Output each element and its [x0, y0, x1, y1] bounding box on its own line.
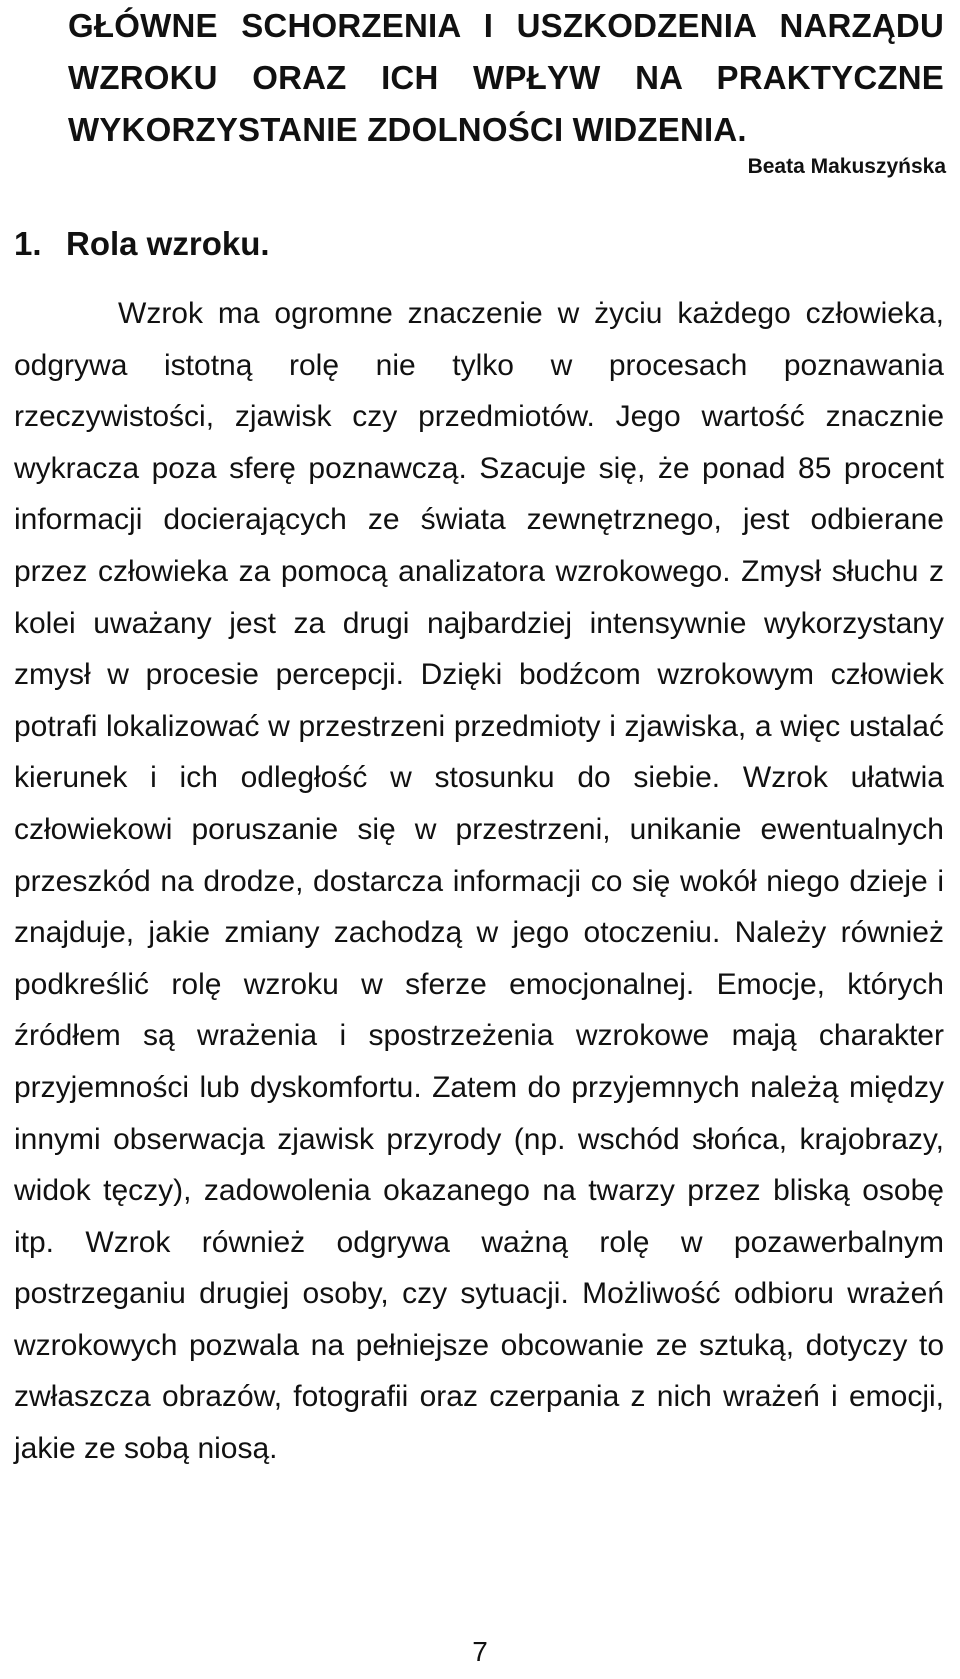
author-name: Beata Makuszyńska — [747, 155, 946, 178]
chapter-title: GŁÓWNE SCHORZENIA I USZKODZENIA NARZĄDU WZROKU ORAZ ICH WPŁYW NA PRAKTYCZNE WYKORZYSTANIE ZDOLNOŚCI WIDZENIA. — [68, 7, 944, 148]
chapter-number — [14, 0, 68, 52]
section-number: 1. — [14, 225, 42, 262]
page-number: 7 — [472, 1636, 488, 1667]
body-paragraph: Wzrok ma ogromne znaczenie w życiu każdego człowieka, odgrywa istotną rolę nie tylko w procesach poznawania rzeczywistości, zjawisk czy przedmiotów. Jego wartość znacznie wykracza poza sferę poznawczą. Szacuje się, że ponad 85 procent informacji docierających ze świata zewnętrznego, jest odbierane przez człowieka za pomocą analizatora wzrokowego. Zmysł słuchu z kolei uważany jest za drugi najbardziej intensywnie wykorzystany zmysł w procesie percepcji. Dzięki bodźcom wzrokowym człowiek potrafi lokalizować w przestrzeni przedmioty i zjawiska, a więc ustalać kierunek i ich odległość w stosunku do siebie. Wzrok ułatwia człowiekowi poruszanie się w przestrzeni, unikanie ewentualnych przeszkód na drodze, dostarcza informacji co się wokół niego dzieje i znajduje, jakie zmiany zachodzą w jego otoczeniu. Należy również podkreślić rolę wzroku w sferze emocjonalnej. Emocje, których źródłem są wrażenia i spostrzeżenia wzrokowe mają charakter przyjemności lub dyskomfortu. Zatem do przyjemnych należą między innymi obserwacja zjawisk przyrody (np. wschód słońca, krajobrazy, widok tęczy), zadowolenia okazanego na twarzy przez bliską osobę itp. Wzrok również odgrywa ważną rolę w pozawerbalnym postrzeganiu drugiej osoby, czy sytuacji. Możliwość odbioru wrażeń wzrokowych pozwala na pełniejsze obcowanie ze sztuką, dotyczy to zwłaszcza obrazów, fotografii oraz czerpania z nich wrażeń i emocji, jakie ze sobą niosą. — [14, 297, 944, 1466]
section-title: Rola wzroku. — [66, 225, 270, 262]
chapter-heading-body — [68, 0, 944, 156]
section-heading — [14, 222, 270, 266]
chapter-heading — [14, 0, 944, 156]
